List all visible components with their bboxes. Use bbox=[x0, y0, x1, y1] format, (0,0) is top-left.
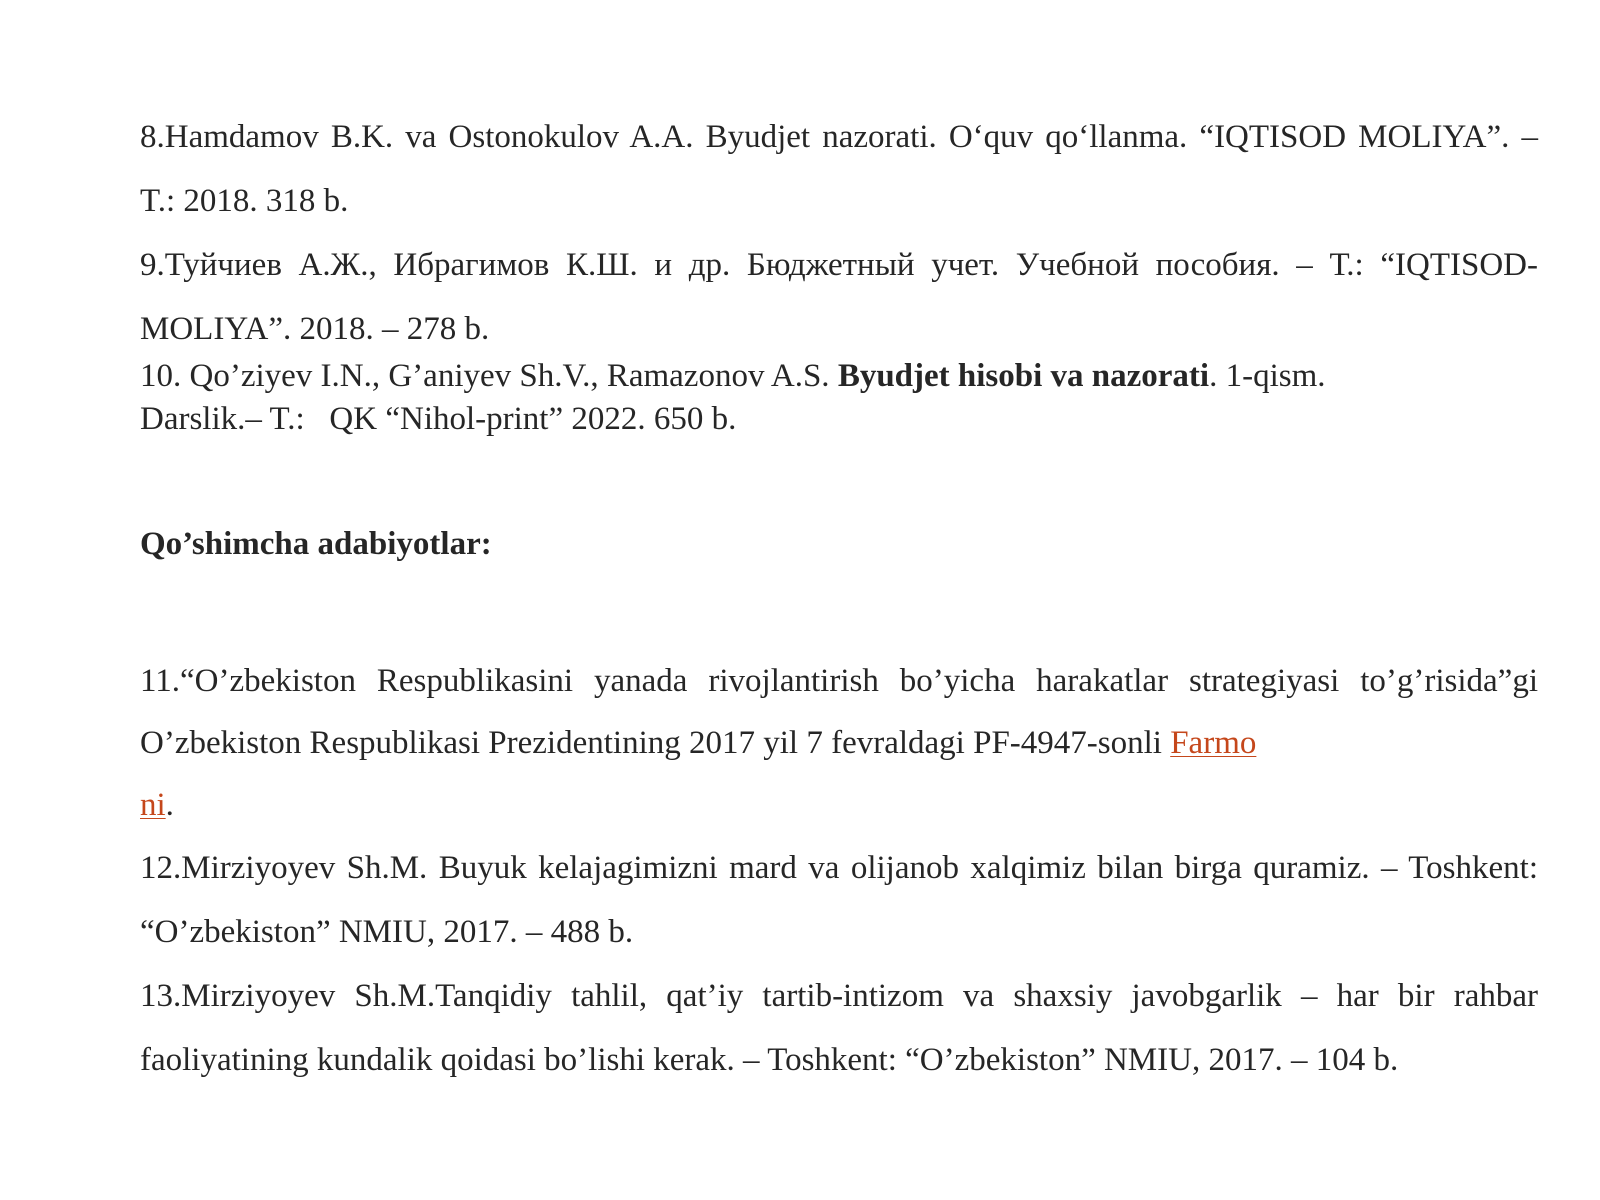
reference-item-12 bbox=[140, 836, 1538, 964]
spacer bbox=[140, 566, 1538, 650]
reference-item-10 bbox=[140, 355, 1538, 441]
reference-item-8-text: 8.Hamdamov B.K. va Ostonokulov A.A. Byudjet nazorati. O‘quv qo‘llanma. “IQTISOD MOLIYA”. – T.: 2018. 318 b. bbox=[140, 119, 1538, 219]
additional-literature-heading: Qo’shimcha adabiyotlar: bbox=[140, 526, 492, 562]
bibliography-content bbox=[140, 105, 1538, 1092]
reference-item-11-text: 11.“O’zbekiston Respublikasini yanada rivojlantirish bo’yicha harakatlar strategiyasi to’g’risida”gi O’zbekiston Respublikasi Prezidentining 2017 yil 7 fevraldagi PF-4947-sonli bbox=[140, 663, 1538, 761]
decree-link-part1[interactable]: Farmo bbox=[1170, 725, 1257, 761]
reference-item-13-text: 13.Mirziyoyev Sh.M.Tanqidiy tahlil, qat’iy tartib-intizom va shaxsiy javobgarlik – har bir rahbar faoliyatining kundalik qoidasi bo’lishi kerak. – Toshkent: “O’zbekiston” NMIU, 2017. – 104 b. bbox=[140, 978, 1538, 1078]
reference-item-12-text: 12.Mirziyoyev Sh.M. Buyuk kelajagimizni mard va olijanob xalqimiz bilan birga quramiz. – Toshkent: “O’zbekiston” NMIU, 2017. – 488 b. bbox=[140, 850, 1538, 950]
reference-item-10-authors: 10. Qo’ziyev I.N., G’aniyev Sh.V., Ramazonov A.S. bbox=[140, 358, 838, 394]
reference-item-11 bbox=[140, 650, 1538, 836]
reference-item-11-end: . bbox=[165, 787, 174, 823]
reference-item-10-part: . 1-qism. bbox=[1209, 358, 1326, 394]
reference-item-10-publisher: Darslik.– T.: QK “Nihol-print” 2022. 650 b. bbox=[140, 401, 737, 437]
reference-item-10-title: Byudjet hisobi va nazorati bbox=[837, 358, 1210, 394]
reference-item-9-text: 9.Туйчиев А.Ж., Ибрагимов К.Ш. и др. Бюджетный учет. Учебной пособия. – Т.: “IQTISOD-MOLIYA”. 2018. – 278 b. bbox=[140, 247, 1538, 347]
reference-item-13 bbox=[140, 964, 1538, 1092]
reference-item-9 bbox=[140, 233, 1538, 361]
decree-link-part2[interactable]: ni bbox=[140, 787, 166, 823]
reference-item-8 bbox=[140, 105, 1538, 233]
